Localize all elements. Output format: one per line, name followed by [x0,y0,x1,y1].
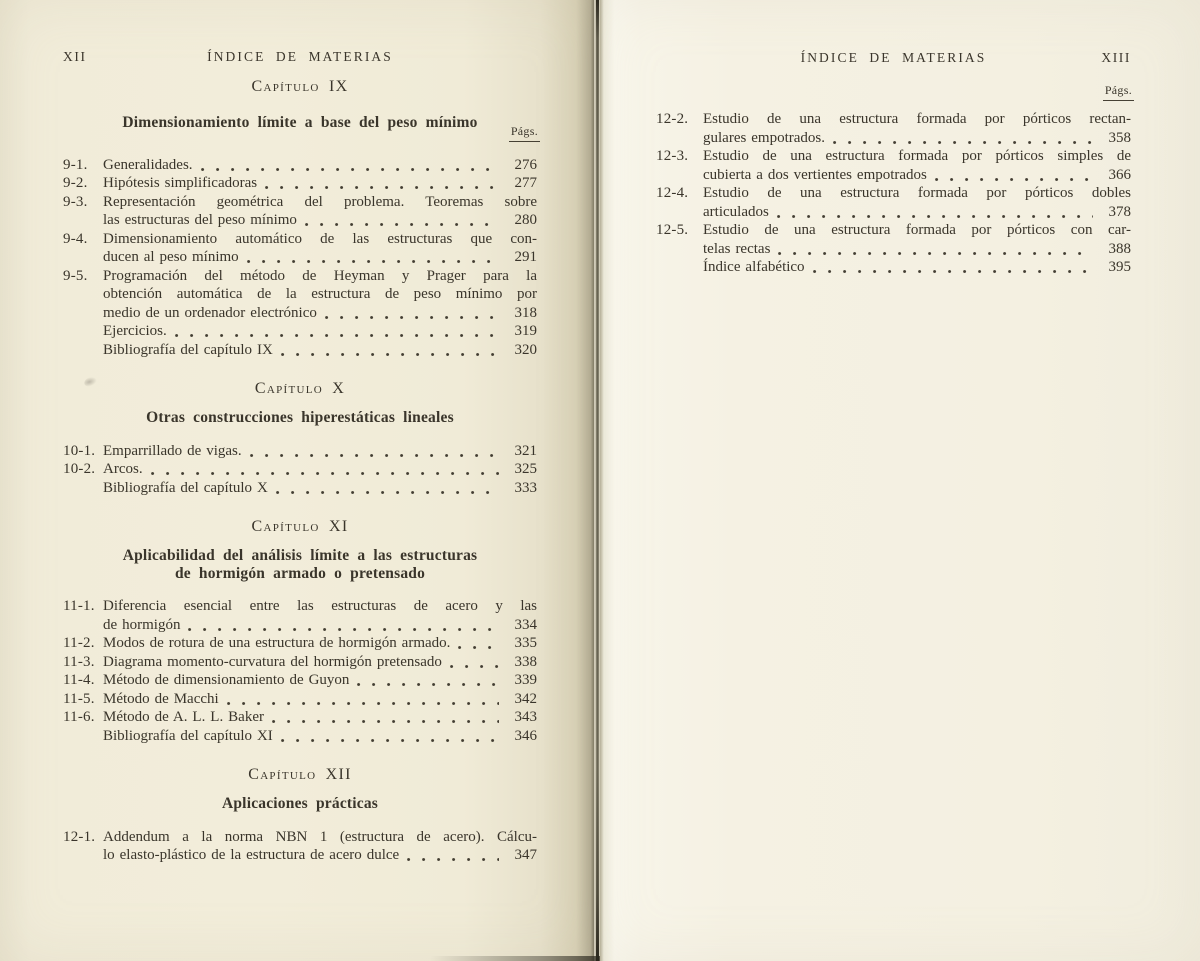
entry-body [103,690,537,709]
section-title-line: Otras construcciones hiperestáticas lineales [146,409,454,426]
entry-page-number: 319 [514,323,537,339]
entry-number [63,479,103,498]
entry-line [103,846,537,865]
dot-leader [188,628,499,631]
dot-leader [458,646,499,649]
toc-section [63,767,537,865]
entry-number: 9-2. [63,175,88,191]
entry-text: gulares empotrados. [703,129,825,146]
toc-entry-list [656,110,1131,277]
toc-entry [656,184,1131,221]
entry-line [703,240,1131,259]
toc-entry [63,708,537,727]
dot-leader [227,702,499,705]
toc-entry [63,156,537,175]
toc-section [656,110,1131,277]
entry-page-number: 334 [514,616,537,633]
entry-text: las estructuras del peso mínimo [103,212,297,228]
dot-leader [151,472,499,475]
entry-line: Estudio de una estructura formada por pórticos rectan- [703,111,1131,127]
toc-entry-list [63,597,537,745]
dot-leader [250,454,499,457]
toc-entry-list [63,442,537,498]
entry-number: 11-2. [63,635,95,651]
entry-body [103,597,537,634]
entry-page-number: 320 [514,341,537,358]
dot-leader [813,270,1093,273]
entry-number: 10-2. [63,461,96,477]
toc-entry [63,727,537,746]
entry-body [103,634,537,653]
section-title [63,409,537,427]
entry-page-number: 388 [1108,240,1131,257]
entry-page-number: 346 [514,727,537,744]
dot-leader [305,223,499,226]
dot-leader [833,141,1093,144]
entry-body [103,460,537,479]
toc-entry [656,258,1131,277]
entry-page-number: 321 [514,442,537,459]
entry-body [703,110,1131,147]
dot-leader [201,168,499,171]
entry-text: Método de Macchi [103,690,219,707]
entry-line: Dimensionamiento automático de las estructuras que con- [103,230,537,247]
toc-entry [63,597,537,634]
dot-leader [281,739,499,742]
entry-number: 12-1. [63,828,96,845]
entry-number [63,322,103,341]
entry-line [103,322,537,341]
entry-body [103,193,537,230]
dot-leader [935,178,1093,181]
toc-entry [63,267,537,323]
entry-number: 12-4. [656,185,689,201]
dot-leader [281,353,499,356]
entry-text: lo elasto-plástico de la estructura de acero dulce [103,847,400,863]
entry-body [103,156,537,175]
left-folio: XII [63,49,87,64]
entry-text: articulados [703,203,769,220]
entry-line: Estudio de una estructura formada por pórticos dobles [703,185,1131,201]
entry-text: Hipótesis simplificadoras [103,175,258,191]
entry-line: Estudio de una estructura formada por pórticos simples de [703,148,1131,164]
dot-leader [777,215,1093,218]
entry-body [103,341,537,360]
entry-body [703,147,1131,184]
entry-line [103,304,537,323]
entry-body [103,653,537,672]
chapter-heading: Capítulo XI [251,518,349,535]
dot-leader [407,858,499,861]
section-title-line: Aplicabilidad del análisis límite a las estructuras [122,547,478,564]
entry-number: 11-3. [63,653,95,670]
entry-body [103,727,537,746]
entry-line [703,166,1131,185]
left-page-content [0,0,537,865]
entry-text: telas rectas [703,240,771,257]
left-running-head: ÍNDICE DE MATERIAS [207,49,393,64]
toc-entry [63,690,537,709]
entry-page-number: 333 [514,479,537,496]
entry-text: Índice alfabético [703,259,805,275]
entry-page-number: 342 [514,690,537,707]
entry-page-number: 280 [514,212,537,228]
right-folio: XIII [1101,50,1131,65]
entry-body [703,221,1131,258]
entry-line [103,634,537,653]
right-page-content [600,0,1131,277]
section-title [63,547,537,582]
toc-entry [63,634,537,653]
entry-page-number: 366 [1108,166,1131,183]
entry-page-number: 395 [1108,259,1131,275]
entry-line: Diferencia esencial entre las estructuras de acero y las [103,598,537,614]
entry-text: cubierta a dos vertientes empotrados [703,166,927,183]
entry-body [103,230,537,267]
toc-entry [63,341,537,360]
toc-entry [63,442,537,461]
entry-page-number: 338 [514,653,537,670]
toc-entry [63,460,537,479]
entry-number: 9-1. [63,156,88,173]
section-title-line: Aplicaciones prácticas [221,795,379,812]
dot-leader [357,683,499,686]
entry-line: Representación geométrica del problema. Teoremas sobre [103,193,537,210]
toc-entry [656,221,1131,258]
entry-number: 11-6. [63,709,95,725]
chapter-heading: Capítulo IX [251,78,349,95]
entry-text: ducen al peso mínimo [103,249,239,265]
entry-page-number: 335 [514,635,537,651]
right-page [600,0,1200,961]
entry-page-number: 277 [514,175,537,191]
entry-text: medio de un ordenador electrónico [103,304,317,321]
section-title [63,795,537,813]
dot-leader [272,720,499,723]
entry-text: Método de A. L. L. Baker [103,709,264,725]
entry-line [703,258,1131,277]
entry-number: 9-4. [63,230,88,247]
entry-number [63,727,103,746]
entry-page-number: 276 [514,156,537,173]
entry-text: Diagrama momento-curvatura del hormigón pretensado [103,653,442,670]
toc-entry [63,653,537,672]
entry-page-number: 318 [514,304,537,321]
entry-text: Emparrillado de vigas. [103,442,242,459]
dot-leader [450,665,499,668]
left-page [0,0,594,961]
entry-line [103,211,537,230]
entry-number: 9-5. [63,267,88,284]
entry-line: obtención automática de la estructura de peso mínimo por [103,286,537,302]
entry-text: Método de dimensionamiento de Guyon [103,672,350,688]
chapter-heading: Capítulo XII [248,766,352,783]
entry-number: 12-5. [656,222,689,238]
entry-number: 11-5. [63,690,95,707]
dot-leader [265,186,499,189]
entry-body [103,442,537,461]
entry-body [103,174,537,193]
entry-line [103,671,537,690]
entry-line: Estudio de una estructura formada por pórticos con car- [703,222,1131,238]
entry-page-number: 358 [1108,129,1131,146]
entry-number: 12-3. [656,148,689,164]
left-page-header [63,49,537,64]
entry-text: Arcos. [103,461,143,477]
entry-line [103,708,537,727]
toc-entry [63,174,537,193]
entry-line [103,653,537,672]
entry-line [103,248,537,267]
entry-line [103,616,537,635]
entry-number: 11-1. [63,598,95,614]
left-page-sections [63,79,537,865]
entry-line: Addendum a la norma NBN 1 (estructura de acero). Cálcu- [103,828,537,845]
entry-body [103,671,537,690]
section-title [63,114,537,132]
entry-number [63,341,103,360]
entry-body [103,828,537,865]
toc-section [63,381,537,497]
entry-body [103,267,537,323]
toc-entry [63,193,537,230]
entry-text: de hormigón [103,616,181,633]
chapter-heading: Capítulo X [254,380,346,397]
dot-leader [247,260,499,263]
entry-line [103,442,537,461]
entry-body [103,479,537,498]
entry-line [703,203,1131,222]
toc-entry-list [63,156,537,360]
entry-body [103,708,537,727]
entry-text: Bibliografía del capítulo IX [103,341,273,358]
dot-leader [325,316,499,319]
entry-body [703,258,1131,277]
entry-text: Modos de rotura de una estructura de hormigón armado. [103,635,451,651]
toc-entry [63,828,537,865]
entry-number: 9-3. [63,193,88,210]
entry-line [103,174,537,193]
entry-number: 11-4. [63,672,95,688]
entry-page-number: 339 [514,672,537,688]
toc-entry [63,230,537,267]
section-title-line: de hormigón armado o pretensado [174,564,426,582]
entry-page-number: 343 [514,709,537,725]
entry-page-number: 291 [514,249,537,265]
toc-entry-list [63,828,537,865]
entry-text: Bibliografía del capítulo XI [103,727,273,744]
entry-line [103,460,537,479]
entry-body [703,184,1131,221]
page-bottom-shadow [430,956,600,961]
entry-text: Bibliografía del capítulo X [103,479,268,496]
entry-number: 12-2. [656,111,689,127]
entry-line [703,129,1131,148]
toc-section [63,79,537,359]
entry-line: Programación del método de Heyman y Prager para la [103,267,537,284]
entry-line [103,341,537,360]
entry-line [103,479,537,498]
toc-entry [656,110,1131,147]
entry-line [103,690,537,709]
toc-entry [63,671,537,690]
entry-number [656,258,703,277]
left-pags-label: Págs. [509,124,540,142]
entry-page-number: 325 [514,461,537,477]
right-running-head: ÍNDICE DE MATERIAS [800,50,987,65]
right-page-sections [656,110,1131,277]
entry-line [103,727,537,746]
toc-section [63,519,537,745]
entry-number: 10-1. [63,442,96,459]
dot-leader [175,334,499,337]
section-title-line: Dimensionamiento límite a base del peso mínimo [122,114,478,131]
entry-text: Generalidades. [103,156,193,173]
toc-entry [656,147,1131,184]
dot-leader [276,491,499,494]
dot-leader [778,252,1093,255]
right-page-header [656,50,1131,65]
book-gutter-fold [591,0,604,961]
entry-page-number: 347 [514,847,537,863]
entry-line [103,156,537,175]
entry-page-number: 378 [1108,203,1131,220]
right-pags-label: Págs. [1103,83,1134,101]
entry-body [103,322,537,341]
toc-entry [63,322,537,341]
toc-entry [63,479,537,498]
entry-text: Ejercicios. [103,323,167,339]
